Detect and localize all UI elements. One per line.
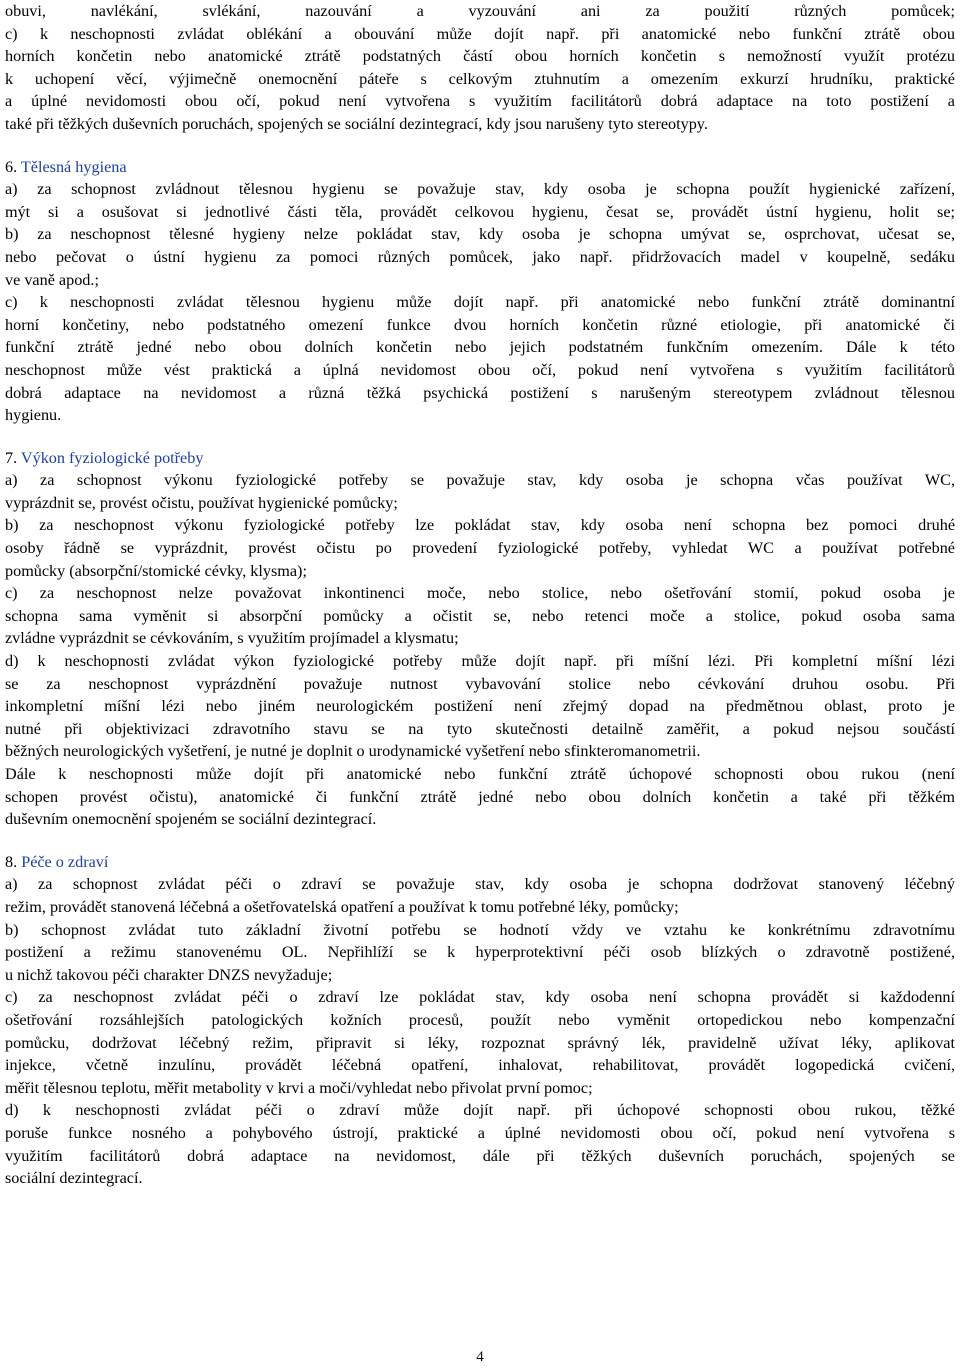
section-gap	[5, 136, 955, 156]
text-line: inkompletní míšní lézi nebo jiném neurologickém postižení není zřejmý dopad na předmětnou oblast, proto je	[5, 697, 955, 716]
section-8	[5, 851, 955, 1190]
text-line: b) schopnost zvládat tuto základní životní potřebu se hodnotí vždy ve vztahu ke konkrétnímu zdravotnímu	[5, 920, 955, 939]
section-title: Tělesná hygiena	[20, 157, 127, 176]
section-number: 7.	[5, 448, 18, 467]
text-line: mýt si a osušovat si jednotlivé části těla, provádět celkovou hygienu, česat se, provádět ústní hygienu, holit se;	[5, 202, 955, 221]
text-line: c) k neschopnosti zvládat tělesnou hygienu může dojít např. při anatomické nebo funkční ztrátě dominantní	[5, 293, 955, 312]
text-line: a) za schopnost výkonu fyziologické potřeby se považuje stav, kdy osoba je schopna včas používat WC,	[5, 471, 955, 490]
text-line: měřit tělesnou teplotu, měřit metabolity v krvi a moči/vyhledat nebo přivolat první pomoc;	[5, 1078, 593, 1097]
sections-container	[5, 136, 955, 1190]
text-line: se za neschopnost vyprázdnění považuje nutnost vybavování stolice nebo cévkování druhou osobu. Při	[5, 674, 955, 693]
text-line: u nichž takovou péči charakter DNZS nevyžaduje;	[5, 965, 333, 984]
section-gap	[5, 831, 955, 851]
text-line: schopen provést očistu), anatomické či funkční ztrátě jedné nebo obou dolních končetin a také při těžkém	[5, 787, 955, 806]
text-line: neschopnost může vést praktická a úplná nevidomost obou očí, pokud není vytvořena s využitím facilitátorů	[5, 360, 955, 379]
section-heading	[5, 447, 955, 470]
section-heading	[5, 851, 955, 874]
text-line: obuvi, navlékání, svlékání, nazouvání a vyzouvání ani za použití různých pomůcek;	[5, 2, 955, 20]
section-title: Péče o zdraví	[21, 852, 109, 871]
text-line: d) k neschopnosti zvládat výkon fyziologické potřeby může dojít např. při míšní lézi. Při kompletní míšní lézi	[5, 652, 955, 671]
text-line: b) za neschopnost tělesné hygieny nelze pokládat stav, kdy osoba je schopna umývat se, osprchovat, učesat se,	[5, 225, 955, 244]
text-line: nutné při objektivizaci zdravotního stavu se na tyto skutečnosti detailně zaměřit, a pokud nejsou součástí	[5, 719, 955, 738]
text-line: a) za schopnost zvládat péči o zdraví se považuje stav, kdy osoba je schopna dodržovat stanovený léčebný	[5, 875, 955, 894]
text-line: funkční ztrátě jedné nebo obou dolních končetin nebo jejich podstatném funkčním omezením. Dále k této	[5, 338, 955, 357]
page-number: 4	[476, 1349, 484, 1365]
section-heading	[5, 156, 955, 179]
text-line: vyprázdnit se, provést očistu, používat hygienické pomůcky;	[5, 493, 398, 512]
text-line: horních končetin nebo anatomické ztrátě podstatných částí obou horních končetin s nemožností využít protézu	[5, 47, 955, 66]
text-line: hygienu.	[5, 406, 62, 425]
text-line: pomůcku, dodržovat léčebný režim, připravit si léky, rozpoznat správný lék, pravidelně užívat léky, aplikovat	[5, 1033, 955, 1052]
document-page	[5, 0, 955, 1190]
text-line: pomůcky (absorpční/stomické cévky, klysma);	[5, 561, 307, 580]
section-title: Výkon fyziologické potřeby	[20, 448, 204, 467]
text-line: c) za neschopnost zvládat péči o zdraví lze pokládat stav, kdy osoba není schopna provádět si každodenní	[5, 988, 955, 1007]
text-line: sociální dezintegrací.	[5, 1169, 143, 1188]
text-line: a) za schopnost zvládnout tělesnou hygienu se považuje stav, kdy osoba je schopna použít hygienické zařízení,	[5, 180, 955, 199]
section-7	[5, 447, 955, 831]
text-line: horní končetiny, nebo podstatného omezení funkce dvou horních končetin různé etiologie, při anatomické či	[5, 315, 955, 334]
text-line: režim, provádět stanovená léčebná a ošetřovatelská opatření a používat k tomu potřebné léky, pomůcky;	[5, 897, 679, 916]
intro-paragraph	[5, 0, 955, 136]
section-gap	[5, 427, 955, 447]
text-line: c) za neschopnost nelze považovat inkontinenci moče, nebo stolice, nebo ošetřování stomií, pokud osoba je	[5, 584, 955, 603]
text-line: ve vaně apod.;	[5, 270, 99, 289]
text-line: osoby řádně se vyprázdnit, provést očistu po provedení fyziologické potřeby, vyhledat WC a používat potřebné	[5, 539, 955, 558]
text-line: injekce, včetně inzulínu, provádět léčebná opatření, inhalovat, rehabilitovat, provádět logopedická cvičení,	[5, 1056, 955, 1075]
text-line: d) k neschopnosti zvládat péči o zdraví může dojít např. při úchopové schopnosti obou rukou, těžké	[5, 1101, 955, 1120]
text-line: postižení a režimu stanovenému OL. Nepřihlíží se k hyperprotektivní péči osob blízkých o zdravotně postižené,	[5, 943, 955, 962]
section-6	[5, 156, 955, 427]
section-number: 6.	[5, 157, 18, 176]
text-line: poruše funkce nosného a pohybového ústrojí, praktické a úplné nevidomosti obou očí, pokud není vytvořena s	[5, 1123, 955, 1142]
text-line: nebo pečovat o ústní hygienu za pomoci různých pomůcek, jako např. přidržovacích madel v koupelně, sedáku	[5, 247, 955, 266]
text-line: k uchopení věcí, výjimečně onemocnění páteře s celkovým ztuhnutím a omezením exkurzí hrudníku, praktické	[5, 69, 955, 88]
section-number: 8.	[5, 852, 18, 871]
text-line: ošetřování rozsáhlejších patologických kožních procesů, použít nebo vyměnit ortopedickou nebo kompenzační	[5, 1010, 955, 1029]
text-line: využitím facilitátorů dobrá adaptace na nevidomost, dále při těžkých duševních poruchách, spojených se	[5, 1146, 955, 1165]
text-line: c) k neschopnosti zvládat oblékání a obouvání může dojít např. při anatomické nebo funkční ztrátě obou	[5, 24, 955, 43]
text-line: b) za neschopnost výkonu fyziologické potřeby lze pokládat stav, kdy osoba není schopna bez pomoci druhé	[5, 516, 955, 535]
text-line: zvládne vyprázdnit se cévkováním, s využitím projímadel a klysmatu;	[5, 629, 459, 648]
text-line: schopna sama vyměnit si absorpční pomůcky a očistit se, nebo retenci moče a stolice, pokud osoba sama	[5, 606, 955, 625]
text-line: duševním onemocnění spojeném se sociální dezintegrací.	[5, 810, 377, 829]
text-line: a úplné nevidomosti obou očí, pokud není vytvořena s využitím facilitátorů dobrá adaptace na toto postižení a	[5, 92, 955, 111]
text-line: Dále k neschopnosti může dojít při anatomické nebo funkční ztrátě úchopové schopnosti obou rukou (není	[5, 765, 955, 783]
text-line: dobrá adaptace na nevidomost a různá těžká psychická postižení s narušeným stereotypem zvládnout tělesnou	[5, 383, 955, 402]
text-line: také při těžkých duševních poruchách, spojených se sociální dezintegrací, kdy jsou narušeny tyto stereotypy.	[5, 114, 708, 133]
text-line: běžných neurologických vyšetření, je nutné je doplnit o urodynamické vyšetření nebo sfinkteromanometrii.	[5, 742, 701, 761]
